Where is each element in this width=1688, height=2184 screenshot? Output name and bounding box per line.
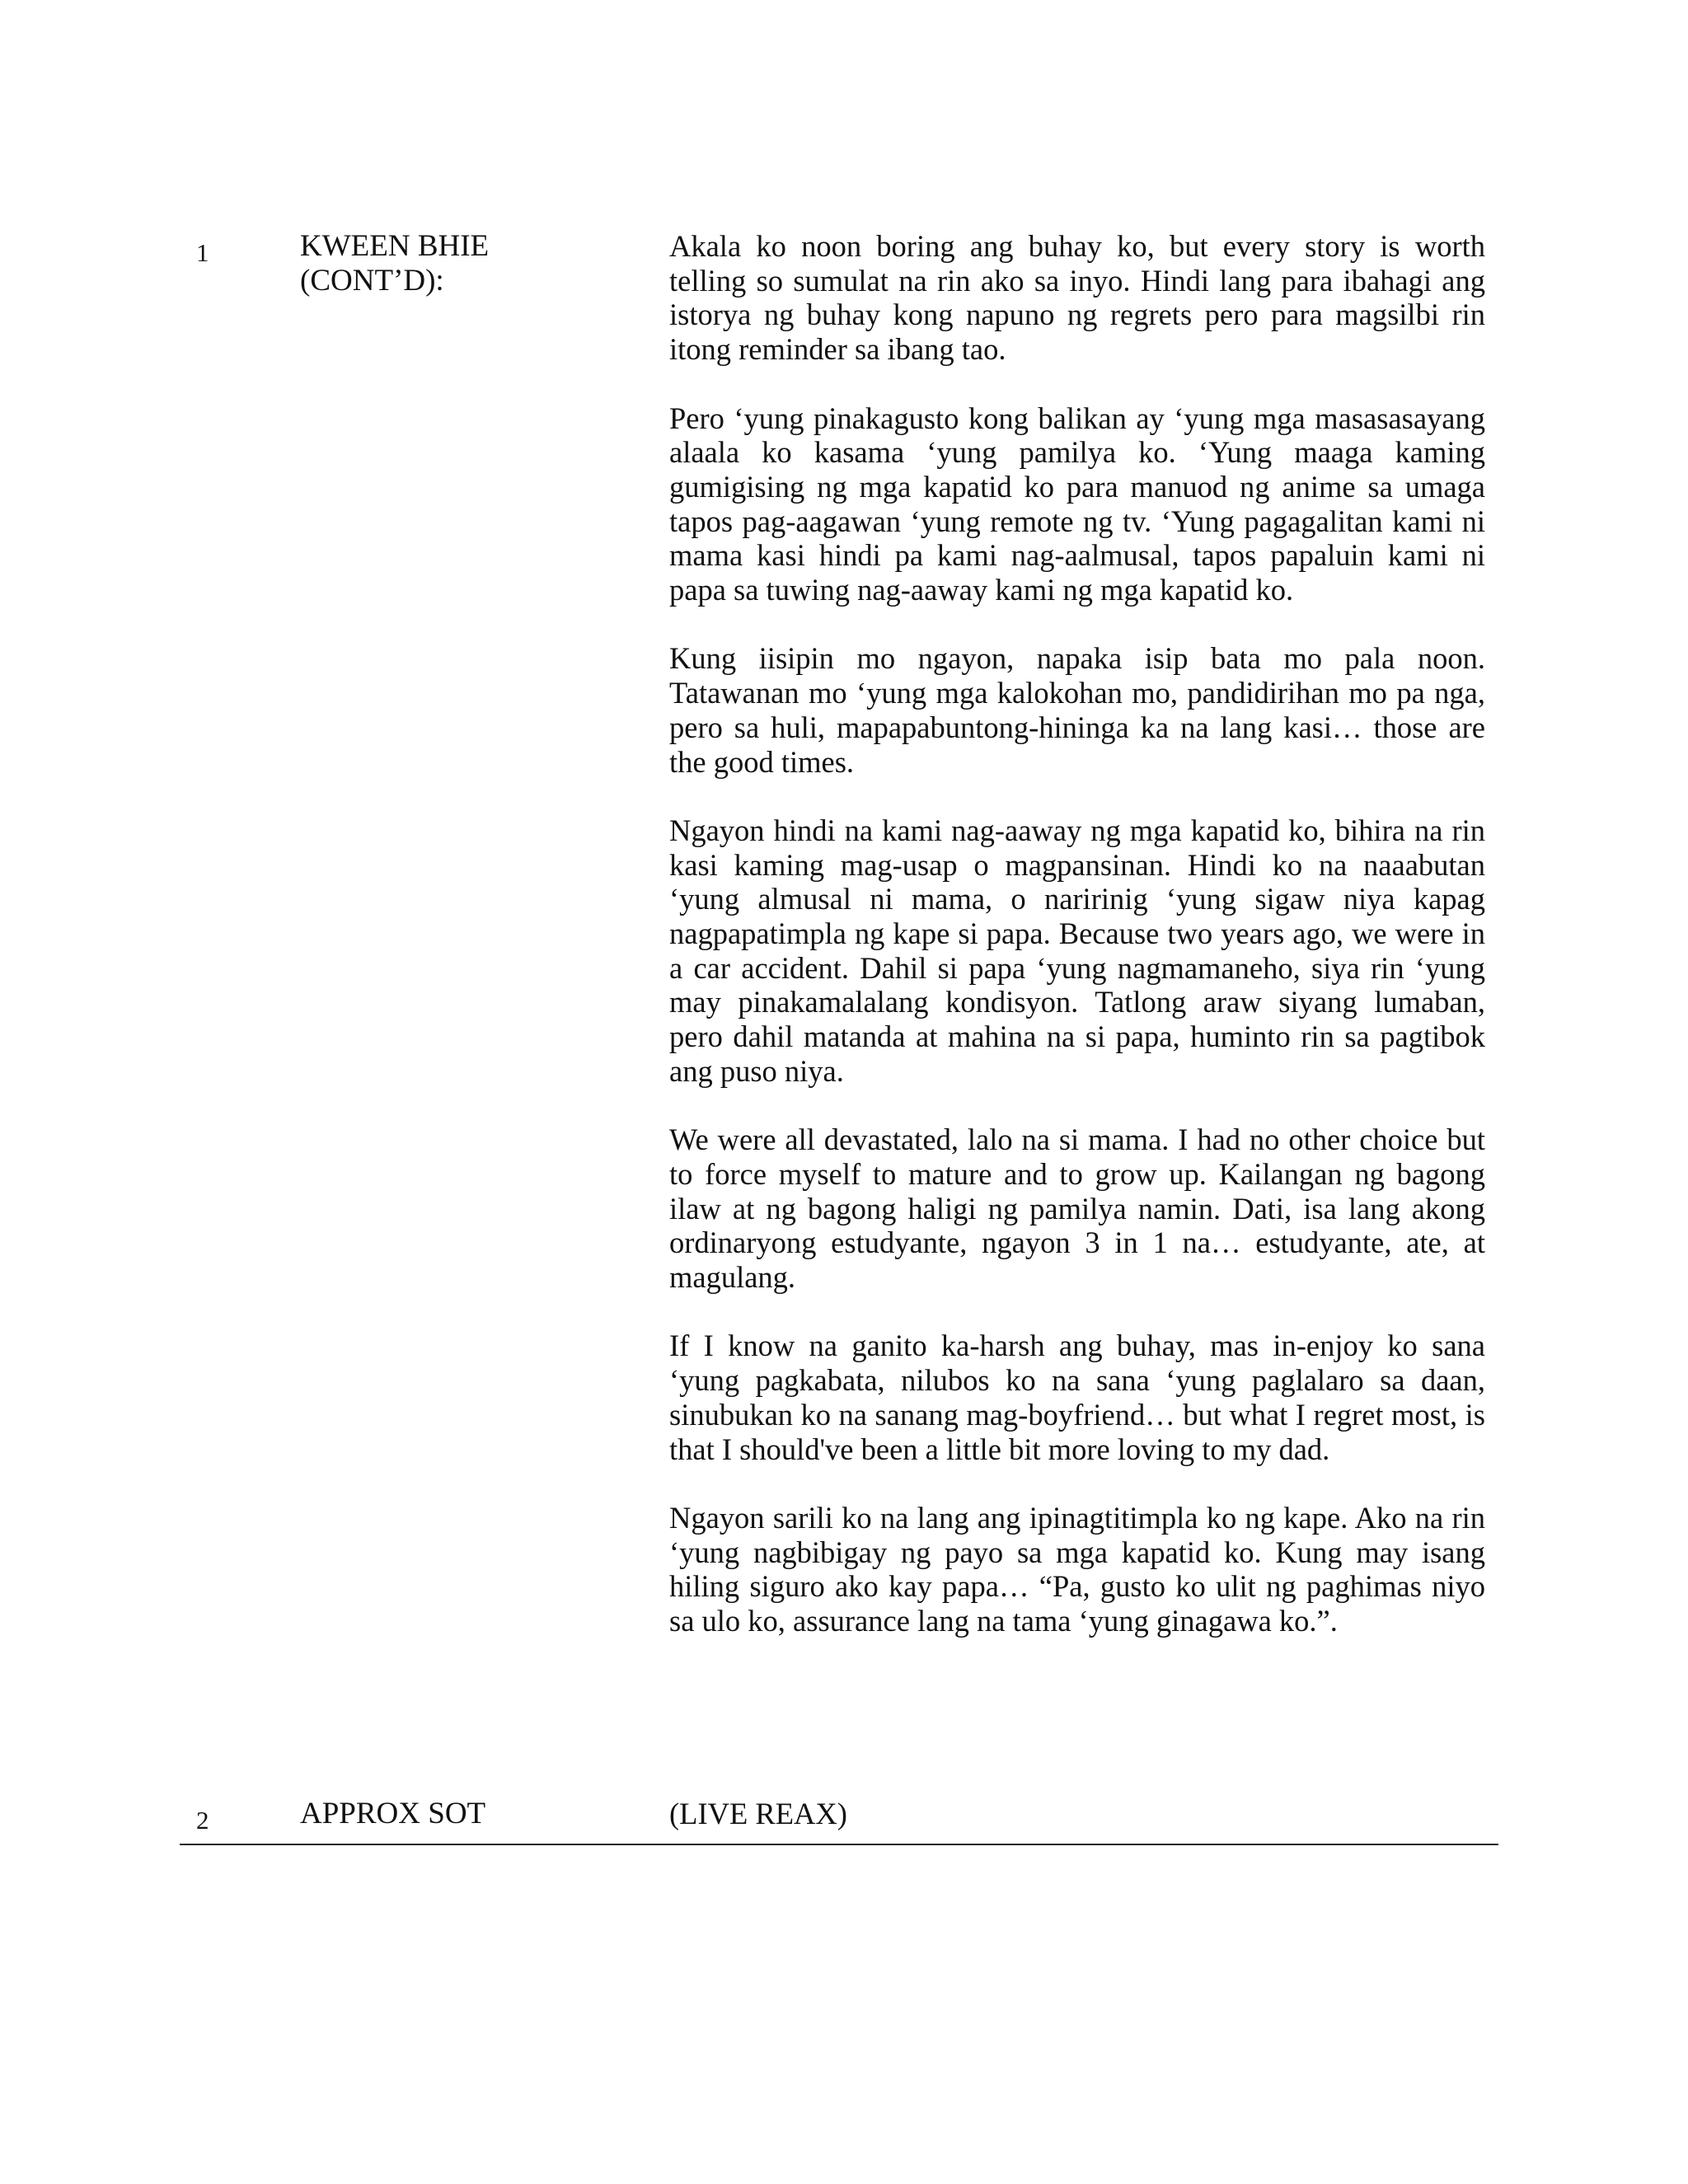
speaker-name-line: APPROX SOT (300, 1797, 486, 1830)
dialogue-paragraph-4: Ngayon hindi na kami nag-aaway ng mga kapatid ko, bihira na rin kasi kaming mag-usap o magpansinan. Hindi ko na naaabutan ‘yung almusal ni mama, o naririnig ‘yung sigaw niya kapag nagpapatimpla ng kape si papa. Because two years ago, we were in a car accident. Dahil si papa ‘yung nagmamaneho, siya rin ‘yung may pinakamalalang kondisyon. Tatlong araw siyang lumaban, pero dahil matanda at mahina na si papa, huminto rin sa pagtibok ang puso niya. (669, 813, 1485, 1088)
dialogue-paragraph-1: Akala ko noon boring ang buhay ko, but every story is worth telling so sumulat na rin ako sa inyo. Hindi lang para ibahagi ang istorya ng buhay kong napuno ng regrets pero para magsilbi rin itong reminder sa ibang tao. (669, 229, 1485, 367)
row-number: 1 (196, 238, 209, 267)
speaker-name (300, 229, 613, 298)
section-divider (180, 1844, 1498, 1845)
dialogue-block (669, 1797, 1485, 1831)
row-number: 2 (196, 1806, 209, 1835)
speaker-name-line: KWEEN BHIE (300, 229, 490, 263)
cue-text: (LIVE REAX) (669, 1797, 847, 1830)
dialogue-paragraph-7: Ngayon sarili ko na lang ang ipinagtitimpla ko ng kape. Ako na rin ‘yung nagbibigay ng payo sa mga kapatid ko. Kung may isang hiling siguro ako kay papa… “Pa, gusto ko ulit ng paghimas niyo sa ulo ko, assurance lang na tama ‘yung ginagawa ko.”. (669, 1500, 1485, 1638)
dialogue-paragraph-3: Kung iisipin mo ngayon, napaka isip bata mo pala noon. Tatawanan mo ‘yung mga kalokohan mo, pandidirihan mo pa nga, pero sa huli, mapapabuntong-hininga ka na lang kasi… those are the good times. (669, 641, 1485, 779)
speaker-name (300, 1797, 613, 1831)
speaker-continued-tag: (CONT’D): (300, 264, 444, 298)
dialogue-paragraph-6: If I know na ganito ka-harsh ang buhay, mas in-enjoy ko sana ‘yung pagkabata, nilubos ko na sana ‘yung paglalaro sa daan, sinubukan ko na sanang mag-boyfriend… but what I regret most, is that I should've been a little bit more loving to my dad. (669, 1329, 1485, 1466)
dialogue-paragraph-5: We were all devastated, lalo na si mama. I had no other choice but to force myself to mature and to grow up. Kailangan ng bagong ilaw at ng bagong haligi ng pamilya namin. Dati, isa lang akong ordinaryong estudyante, ngayon 3 in 1 na… estudyante, ate, at magulang. (669, 1122, 1485, 1295)
dialogue-paragraph-2: Pero ‘yung pinakagusto kong balikan ay ‘yung mga masasasayang alaala ko kasama ‘yung pamilya ko. ‘Yung maaga kaming gumigising ng mga kapatid ko para manuod ng anime sa umaga tapos pag-aagawan ‘yung remote ng tv. ‘Yung pagagalitan kami ni mama kasi hindi pa kami nag-aalmusal, tapos papaluin kami ni papa sa tuwing nag-aaway kami ng mga kapatid ko. (669, 401, 1485, 607)
dialogue-block (669, 229, 1485, 1638)
